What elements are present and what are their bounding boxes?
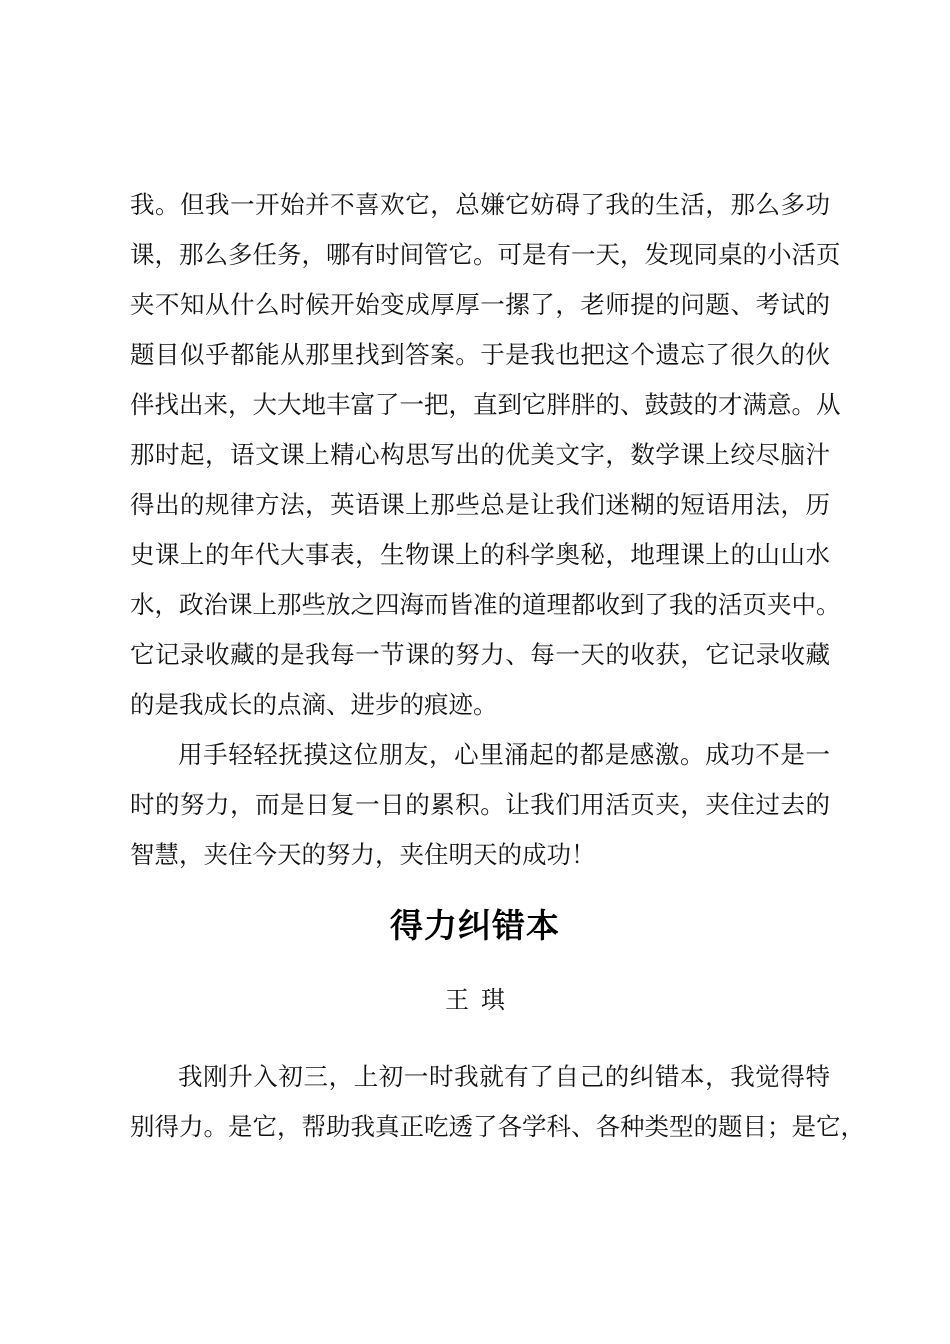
paragraph-line: 我。但我一开始并不喜欢它，总嫌它妨碍了我的生活，那么多功	[130, 190, 830, 219]
article-author: 王琪	[445, 986, 517, 1014]
article-title: 得力纠错本	[390, 906, 560, 945]
paragraph-line: 夹不知从什么时候开始变成厚厚一摞了，老师提的问题、考试的	[130, 290, 830, 319]
paragraph-line: 伴找出来，大大地丰富了一把，直到它胖胖的、鼓鼓的才满意。从	[130, 390, 841, 419]
paragraph-line: 题目似乎都能从那里找到答案。于是我也把这个遗忘了很久的伙	[130, 340, 830, 369]
paragraph-line: 课，那么多任务，哪有时间管它。可是有一天，发现同桌的小活页	[130, 240, 841, 269]
paragraph-line: 智慧，夹住今天的努力，夹住明天的成功！	[130, 840, 596, 869]
paragraph-line: 别得力。是它，帮助我真正吃透了各学科、各种类型的题目；是它，	[130, 1112, 865, 1141]
paragraph-line: 它记录收藏的是我每一节课的努力、每一天的收获，它记录收藏	[130, 640, 830, 669]
paragraph-line: 史课上的年代大事表，生物课上的科学奥秘，地理课上的山山水	[130, 540, 830, 569]
paragraph-line: 我刚升入初三，上初一时我就有了自己的纠错本，我觉得特	[178, 1062, 830, 1091]
paragraph-line: 用手轻轻抚摸这位朋友，心里涌起的都是感激。成功不是一	[178, 740, 830, 769]
paragraph-line: 得出的规律方法，英语课上那些总是让我们迷糊的短语用法，历	[130, 490, 830, 519]
paragraph-line: 的是我成长的点滴、进步的痕迹。	[130, 690, 498, 719]
paragraph-line: 那时起，语文课上精心构思写出的优美文字，数学课上绞尽脑汁	[130, 440, 830, 469]
paragraph-line: 水，政治课上那些放之四海而皆准的道理都收到了我的活页夹中。	[130, 590, 841, 619]
paragraph-line: 时的努力，而是日复一日的累积。让我们用活页夹，夹住过去的	[130, 790, 830, 819]
